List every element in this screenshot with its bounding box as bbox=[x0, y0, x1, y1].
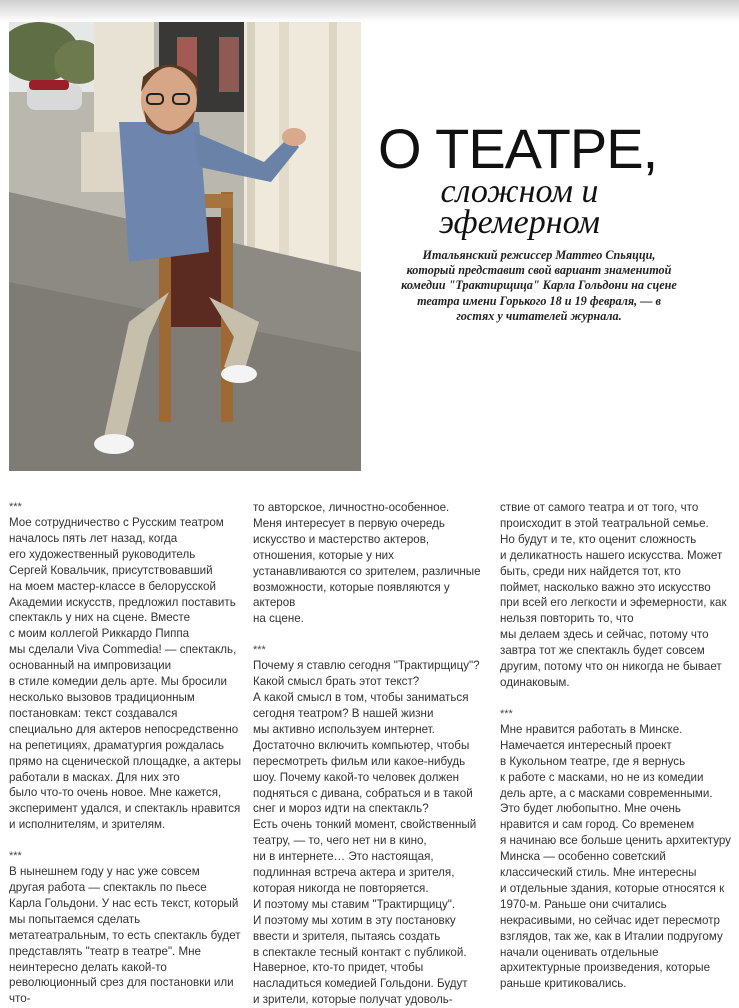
text-column-2 bbox=[253, 500, 487, 1008]
article-subtitle-line-2: эфемерном bbox=[439, 204, 600, 241]
article-title: О ТЕАТРЕ, bbox=[378, 117, 658, 180]
text-column-3 bbox=[500, 500, 732, 992]
section-separator: *** bbox=[9, 850, 22, 863]
top-shadow bbox=[0, 0, 739, 22]
paragraph: Мне нравится работать в Минске. Намечается интересный проект в Кукольном театре, где я вернусь к работе с масками, но не из комедии дель арте, а с масками современными. Это будет любопытно. Мне очень нравится и сам город. Со временем я начинаю все больше ценить архитектуру Минска — особенно советский классический стиль. Мне интересны и отдельные здания, которые относятся к 1970-м. Раньше они считались некрасивыми, но сейчас идет пересмотр взглядов, так же, как в Италии подругому начали оценивать отдельные архитектурные произведения, которые раньше критиковались. bbox=[500, 722, 731, 991]
paragraph: ствие от самого театра и от того, что происходит в этой театральной семье. Но будут и те, кто оценит сложность и деликатность нашего искусства. Может быть, среди них найдется тот, кто поймет, насколько важно это искусство при всей его легкости и эфемерности, как нельзя повторить то, что мы делаем здесь и сейчас, потому что завтра тот же спектакль будет совсем другим, потому что он никогда не бывает одинаковым. bbox=[500, 501, 727, 689]
paragraph: то авторское, личностно-особенное. Меня интересует в первую очередь искусство и мастерство актеров, отношения, которые у них устанавливаются со зрителем, различные возможности, которые появляются у актеров на сцене. bbox=[253, 501, 481, 626]
article-lead: Итальянский режиссер Маттео Спьяцци, который представит свой вариант знаменитой комедии "Трактирщица" Карла Гольдони на сцене театра имени Горького 18 и 19 февраля, — в гостях у читателей журнала. bbox=[401, 248, 677, 323]
paragraph: В нынешнем году у нас уже совсем другая работа — спектакль по пьесе Карла Гольдони. У нас есть текст, который мы попытаемся сделать метатеатральным, то есть спектакль будет представлять "театр в театре". Мне неинтересно делать какой-то революционный срез для постановки или что- bbox=[9, 865, 241, 1006]
section-separator: *** bbox=[9, 501, 22, 513]
article-subtitle-line-1: сложном и bbox=[440, 173, 599, 210]
text-column-1 bbox=[9, 500, 243, 1007]
paragraph: Мое сотрудничество с Русским театром началось пять лет назад, когда его художественный руководитель Сергей Ковальчик, присутствовавший на моем мастер-классе в белорусской Академии искусств, предложил поставить спектакль у них на сцене. Вместе с моим коллегой Риккардо Пиппа мы сделали Viva Commedia! — спектакль, основанный на импровизации в стиле комедии дель арте. Мы бросили несколько вызовов традиционным постановкам: текст создавался специально для актеров непосредственно на репетициях, драматургия рождалась прямо на сценической площадке, а актеры работали в масках. Для них это было что-то очень новое. Мне кажется, эксперимент удался, и спектакль нравится и исполнителям, и зрителям. bbox=[9, 516, 242, 832]
portrait-photo bbox=[9, 22, 361, 471]
section-separator: *** bbox=[253, 644, 266, 657]
section-separator: *** bbox=[500, 707, 513, 720]
portrait-photo-illustration bbox=[9, 22, 361, 471]
paragraph: Почему я ставлю сегодня "Трактирщицу"? Какой смысл брать этот текст? А какой смысл в том, чтобы заниматься сегодня театром? В нашей жизни мы активно используем интернет. Достаточно включить компьютер, чтобы пересмотреть фильм или какое-нибудь шоу. Почему какой-то человек должен подняться с дивана, собраться и в такой снег и мороз идти на спектакль? Есть очень тонкий момент, свойственный театру, — то, чего нет ни в кино, ни в интернете… Это настоящая, подлинная встреча актера и зрителя, которая никогда не повторяется. И поэтому мы ставим "Трактирщицу". И поэтому мы хотим в эту постановку ввести и зрителя, пытаясь создать в спектакле тесный контакт с публикой. Наверное, кто-то придет, чтобы насладиться комедией Гольдони. Будут и зрители, которые получат удоволь- bbox=[253, 659, 480, 1007]
